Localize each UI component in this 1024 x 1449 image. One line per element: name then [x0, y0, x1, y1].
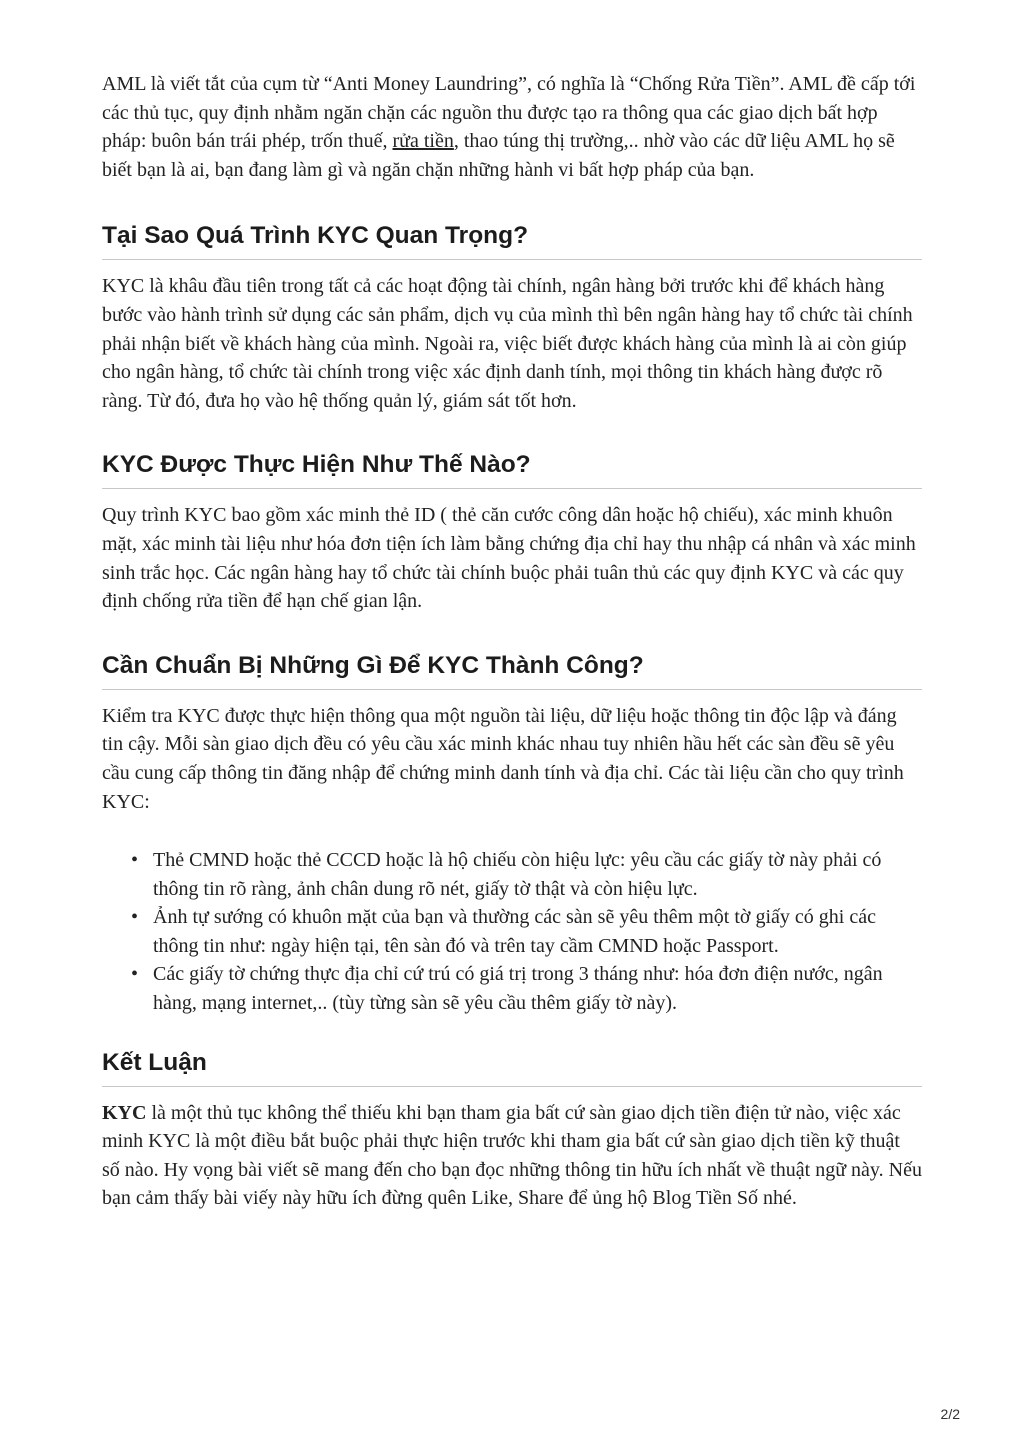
bullet-icon: • — [131, 849, 139, 872]
heading-why-kyc-important: Tại Sao Quá Trình KYC Quan Trọng? — [102, 221, 922, 260]
list-item-text: Thẻ CMND hoặc thẻ CCCD hoặc là hộ chiếu còn hiệu lực: yêu cầu các giấy tờ này phải có thông tin rõ ràng, ảnh chân dung rõ nét, giấy tờ thật và còn hiệu lực. — [153, 849, 882, 900]
intro-text-end: , thao túng thị trường,.. nhờ vào các dữ liệu AML họ sẽ biết bạn là ai, bạn đang làm gì và ngăn chặn những hành vi bất hợp pháp của bạn. — [102, 130, 895, 181]
page-number: 2/2 — [940, 1406, 960, 1422]
bullet-icon: • — [131, 906, 139, 929]
paragraph-conclusion — [102, 1099, 922, 1213]
list-item — [131, 960, 922, 1017]
bullet-icon: • — [131, 963, 139, 986]
heading-conclusion: Kết Luận — [102, 1048, 922, 1087]
intro-text-start: AML là viết tắt của cụm từ “Anti Money Laundring”, có nghĩa là “Chống Rửa Tiền”. AML đề cấp tới các thủ tục, quy định nhằm ngăn chặn các nguồn thu được tạo ra thông qua các giao dịch bất hợp pháp: buôn bán trái phép, trốn thuế, — [102, 73, 916, 153]
conclusion-text: là một thủ tục không thể thiếu khi bạn tham gia bất cứ sàn giao dịch tiền điện tử nào, việc xác minh KYC là một điều bắt buộc phải thực hiện trước khi tham gia bất cứ sàn giao dịch tiền kỹ thuật số nào. Hy vọng bài viết sẽ mang đến cho bạn đọc những thông tin hữu ích nhất về thuật ngữ này. Nếu bạn cảm thấy bài viếy này hữu ích đừng quên Like, Share để ủng hộ Blog Tiền Số nhé. — [102, 1101, 922, 1210]
intro-paragraph — [102, 70, 922, 184]
paragraph-kyc-preparation: Kiểm tra KYC được thực hiện thông qua một nguồn tài liệu, dữ liệu hoặc thông tin độc lập và đáng tin cậy. Mỗi sàn giao dịch đều có yêu cầu xác minh khác nhau tuy nhiên hầu hết các sàn đều sẽ yêu cầu cung cấp thông tin đăng nhập để chứng minh danh tính và địa chỉ. Các tài liệu cần cho quy trình KYC: — [102, 704, 904, 813]
paragraph-why-kyc-important: KYC là khâu đầu tiên trong tất cả các hoạt động tài chính, ngân hàng bởi trước khi để khách hàng bước vào hành trình sử dụng các sản phẩm, dịch vụ của mình thì bên ngân hàng hay tổ chức tài chính phải nhận biết về khách hàng của mình. Ngoài ra, việc biết được khách hàng của mình là ai còn giúp cho ngân hàng, tổ chức tài chính trong việc xác định danh tính, mọi thông tin khách hàng được rõ ràng. Từ đó, đưa họ vào hệ thống quản lý, giám sát tốt hơn. — [102, 275, 913, 412]
heading-kyc-preparation: Cần Chuẩn Bị Những Gì Để KYC Thành Công? — [102, 651, 922, 690]
kyc-documents-list — [102, 846, 922, 1018]
list-item — [131, 903, 922, 960]
paragraph-how-kyc-done: Quy trình KYC bao gồm xác minh thẻ ID ( thẻ căn cước công dân hoặc hộ chiếu), xác minh khuôn mặt, xác minh tài liệu như hóa đơn tiện ích làm bằng chứng địa chỉ hay thu nhập cá nhân và xác minh sinh trắc học. Các ngân hàng hay tổ chức tài chính buộc phải tuân thủ các quy định KYC và các quy định chống rửa tiền để hạn chế gian lận. — [102, 504, 916, 613]
list-item — [131, 846, 922, 903]
heading-how-kyc-done: KYC Được Thực Hiện Như Thế Nào? — [102, 450, 922, 489]
conclusion-bold-lead: KYC — [102, 1101, 147, 1124]
list-item-text: Ảnh tự sướng có khuôn mặt của bạn và thường các sàn sẽ yêu thêm một tờ giấy có ghi các thông tin như: ngày hiện tại, tên sàn đó và trên tay cầm CMND hoặc Passport. — [153, 906, 876, 957]
document-page — [102, 70, 922, 1213]
list-item-text: Các giấy tờ chứng thực địa chỉ cứ trú có giá trị trong 3 tháng như: hóa đơn điện nước, ngân hàng, mạng internet,.. (tùy từng sàn sẽ yêu cầu thêm giấy tờ này). — [153, 963, 883, 1015]
money-laundering-link[interactable]: rửa tiền — [392, 130, 454, 153]
